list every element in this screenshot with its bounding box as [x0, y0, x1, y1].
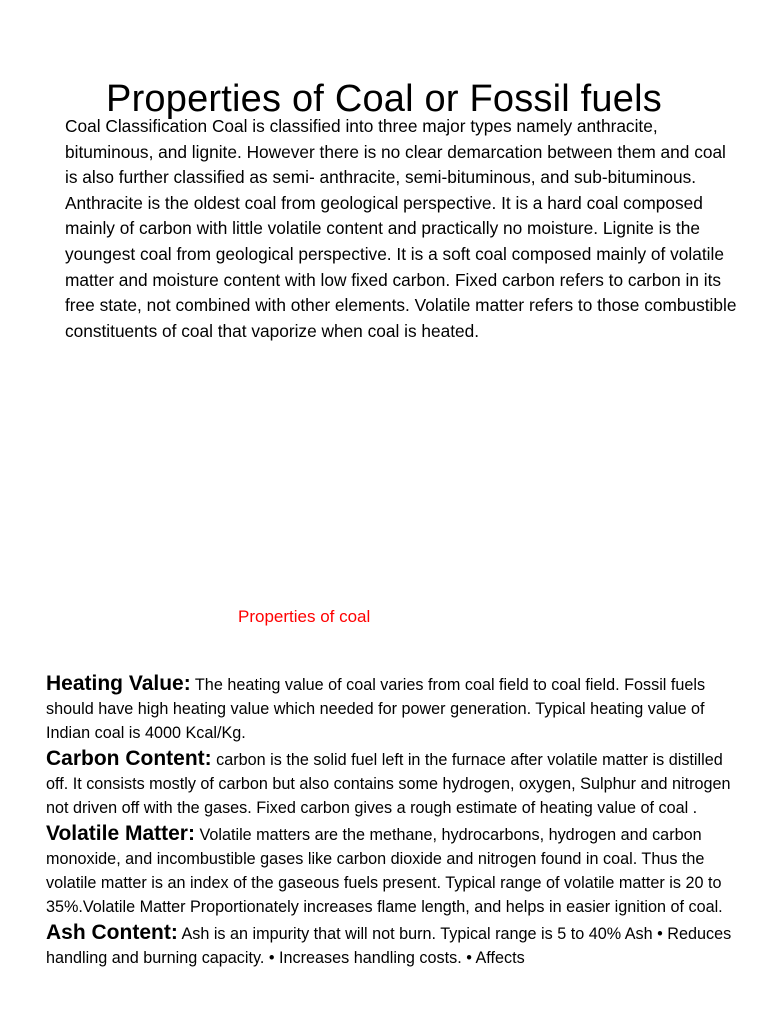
- property-heating-value: [46, 672, 746, 745]
- properties-list: [46, 672, 746, 970]
- property-carbon-content: [46, 747, 746, 820]
- property-ash-content: [46, 921, 746, 970]
- intro-paragraph: Coal Classification Coal is classified into three major types namely anthracite, bituminous, and lignite. However there is no clear demarcation between them and coal is also further classified as semi- anthracite, semi-bituminous, and sub-bituminous. Anthracite is the oldest coal from geological perspective. It is a hard coal composed mainly of carbon with little volatile content and practically no moisture. Lignite is the youngest coal from geological perspective. It is a soft coal composed mainly of volatile matter and moisture content with low fixed carbon. Fixed carbon refers to carbon in its free state, not combined with other elements. Volatile matter refers to those combustible constituents of coal that vaporize when coal is heated.: [65, 116, 737, 341]
- property-name: Heating Value:: [46, 672, 191, 695]
- property-name: Ash Content:: [46, 921, 178, 944]
- property-name: Volatile Matter:: [46, 822, 195, 845]
- property-volatile-matter: [46, 822, 746, 919]
- property-text: The heating value of coal varies from coal field to coal field. Fossil fuels should have high heating value which needed for power generation. Typical heating value of Indian coal is 4000 Kcal/Kg.: [46, 676, 706, 742]
- page-title: Properties of Coal or Fossil fuels: [106, 78, 662, 121]
- property-text: Volatile matters are the methane, hydrocarbons, hydrogen and carbon monoxide, and incombustible gases like carbon dioxide and nitrogen found in coal. Thus the volatile matter is an index of the gaseous fuels present. Typical range of volatile matter is 20 to 35%.Volatile Matter Proportionately increases flame length, and helps in easier ignition of coal.: [46, 826, 723, 916]
- property-text: Ash is an impurity that will not burn. Typical range is 5 to 40% Ash • Reduces handling and burning capacity. • Increases handling costs. • Affects: [46, 925, 732, 967]
- properties-subheading: Properties of coal: [238, 607, 371, 626]
- property-name: Carbon Content:: [46, 747, 212, 770]
- property-text: carbon is the solid fuel left in the furnace after volatile matter is distilled off. It consists mostly of carbon but also contains some hydrogen, oxygen, Sulphur and nitrogen not driven off with the gases. Fixed carbon gives a rough estimate of heating value of coal .: [46, 751, 731, 817]
